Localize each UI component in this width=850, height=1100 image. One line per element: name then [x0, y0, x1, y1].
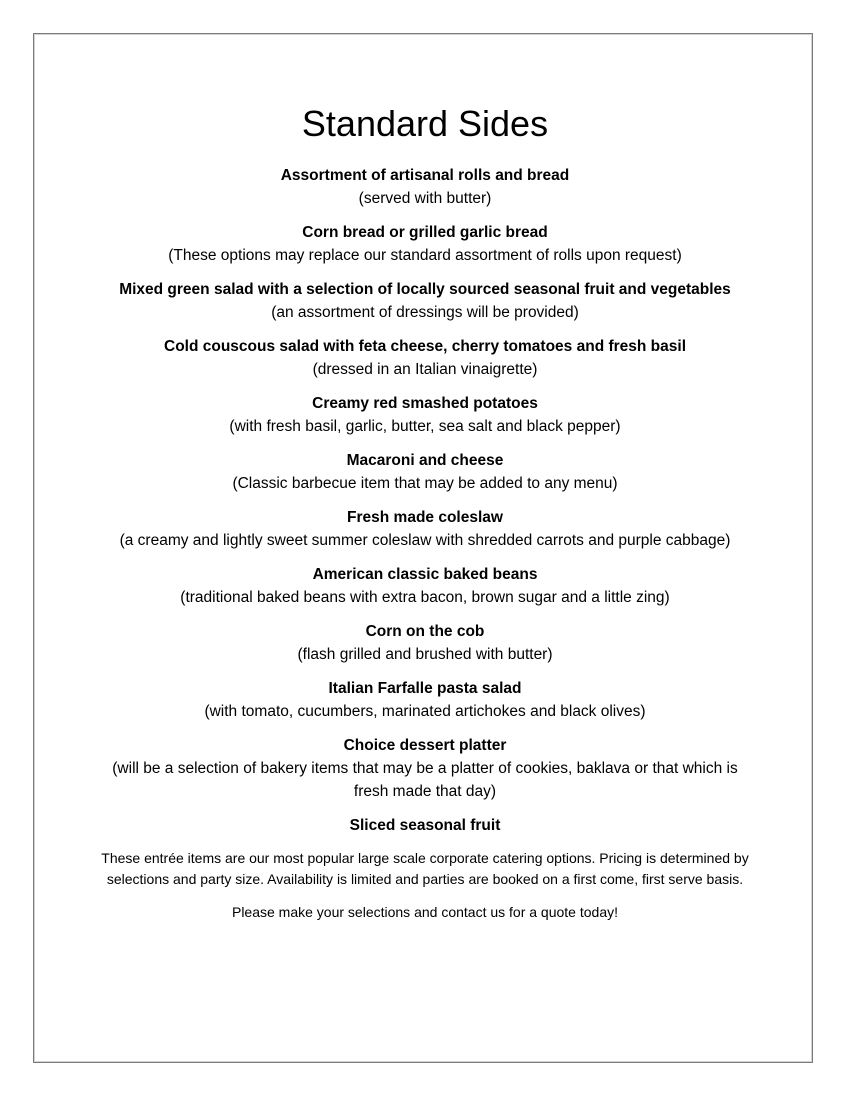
menu-item-name: Corn bread or grilled garlic bread	[302, 224, 548, 241]
menu-item-description: (an assortment of dressings will be provided)	[271, 304, 579, 321]
menu-item-description: (a creamy and lightly sweet summer coleslaw with shredded carrots and purple cabbage)	[119, 532, 731, 549]
menu-item-name: Mixed green salad with a selection of locally sourced seasonal fruit and vegetables	[119, 281, 731, 298]
menu-item-name: Creamy red smashed potatoes	[312, 395, 538, 412]
menu-item	[95, 814, 755, 837]
menu-item-description: (with fresh basil, garlic, butter, sea salt and black pepper)	[229, 418, 621, 435]
menu-item-name: Fresh made coleslaw	[347, 509, 503, 526]
menu-content	[95, 100, 755, 923]
menu-item	[95, 221, 755, 267]
menu-item-name: Sliced seasonal fruit	[349, 817, 501, 834]
menu-item-name: Macaroni and cheese	[346, 452, 504, 469]
menu-item	[95, 620, 755, 666]
menu-item	[95, 506, 755, 552]
menu-item-description: (flash grilled and brushed with butter)	[297, 646, 553, 663]
menu-item	[95, 392, 755, 438]
menu-item	[95, 677, 755, 723]
menu-item-description: (dressed in an Italian vinaigrette)	[312, 361, 538, 378]
menu-item-description: (served with butter)	[358, 190, 492, 207]
menu-item-description: (Classic barbecue item that may be added to any menu)	[232, 475, 618, 492]
menu-item	[95, 734, 755, 803]
menu-item-description: (will be a selection of bakery items that may be a platter of cookies, baklava or that which is fresh made that day)	[112, 760, 738, 800]
menu-item-name: Assortment of artisanal rolls and bread	[280, 167, 570, 184]
menu-item	[95, 563, 755, 609]
page-title: Standard Sides	[301, 103, 549, 144]
menu-item	[95, 278, 755, 324]
menu-item-name: Italian Farfalle pasta salad	[328, 680, 522, 697]
menu-item-description: (These options may replace our standard assortment of rolls upon request)	[168, 247, 682, 264]
menu-item-name: Cold couscous salad with feta cheese, cherry tomatoes and fresh basil	[164, 338, 686, 355]
menu-item	[95, 335, 755, 381]
menu-item-name: Choice dessert platter	[343, 737, 507, 754]
menu-item-description: (with tomato, cucumbers, marinated artichokes and black olives)	[204, 703, 646, 720]
menu-item-description: (traditional baked beans with extra bacon, brown sugar and a little zing)	[180, 589, 670, 606]
menu-item-name: American classic baked beans	[312, 566, 538, 583]
menu-item	[95, 449, 755, 495]
menu-item-name: Corn on the cob	[365, 623, 485, 640]
footer-call-to-action: Please make your selections and contact us for a quote today!	[231, 904, 618, 920]
menu-item	[95, 164, 755, 210]
footer-text: These entrée items are our most popular large scale corporate catering options. Pricing is determined by selections and party size. Availability is limited and parties are booked on a first come, first serve basis.	[101, 850, 749, 887]
